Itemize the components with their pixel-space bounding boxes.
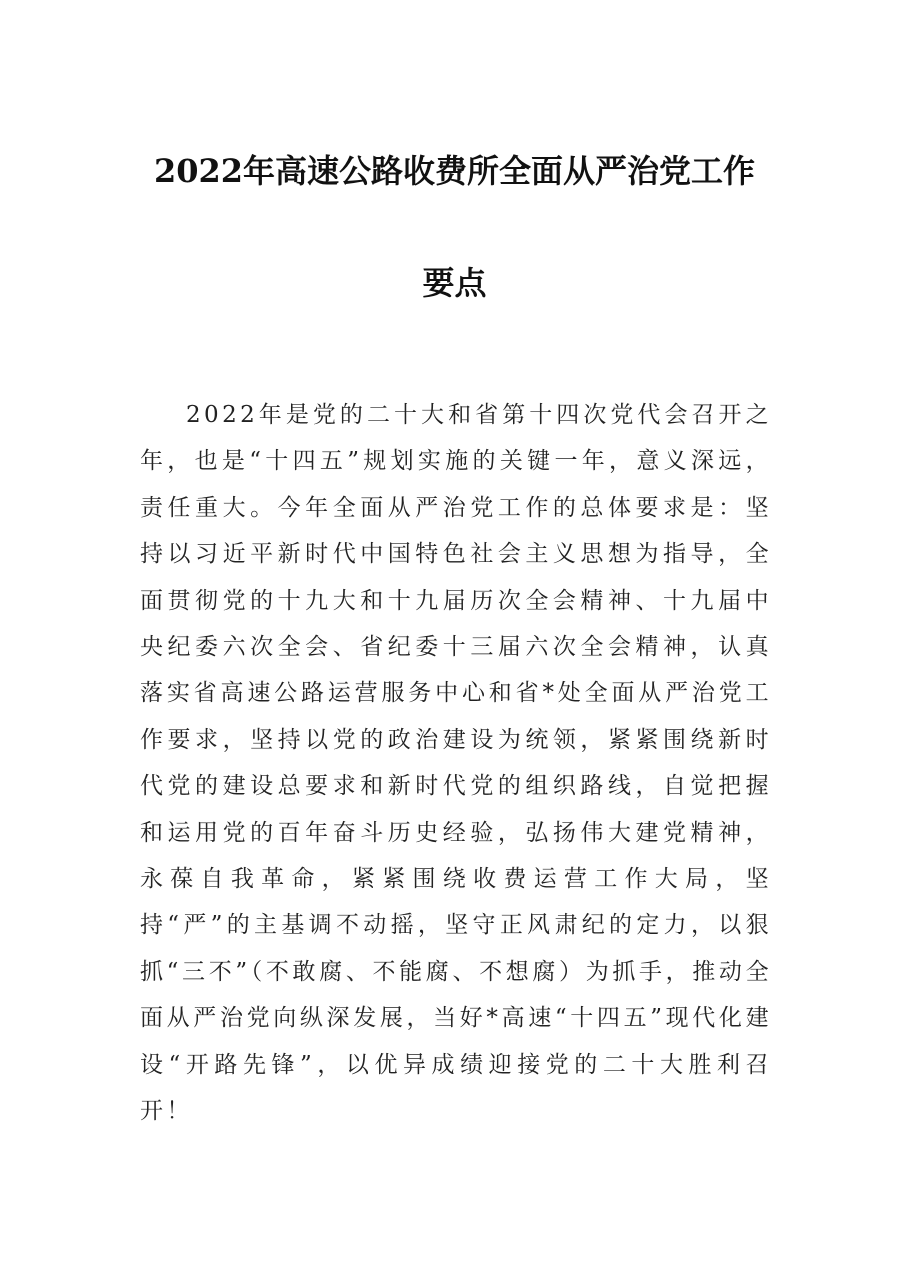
body-paragraph: 2022年是党的二十大和省第十四次党代会召开之年，也是“十四五”规划实施的关键一年，意义深远，责任重大。今年全面从严治党工作的总体要求是：坚持以习近平新时代中国特色社会主义思想为指导，全面贯彻党的十九大和十九届历次全会精神、十九届中央纪委六次全会、省纪委十三届六次全会精神，认真落实省高速公路运营服务中心和省*处全面从严治党工作要求，坚持以党的政治建设为统领，紧紧围绕新时代党的建设总要求和新时代党的组织路线，自觉把握和运用党的百年奋斗历史经验，弘扬伟大建党精神，永葆自我革命，紧紧围绕收费运营工作大局，坚持“严”的主基调不动摇，坚守正风肃纪的定力，以狠抓“三不”（不敢腐、不能腐、不想腐）为抓手，推动全面从严治党向纵深发展，当好*高速“十四五”现代化建设“开路先锋”，以优异成绩迎接党的二十大胜利召开！ xyxy=(140,402,772,1125)
document-title-line-1: 2022年高速公路收费所全面从严治党工作 xyxy=(153,152,756,190)
document-title-line-2: 要点 xyxy=(422,264,487,302)
